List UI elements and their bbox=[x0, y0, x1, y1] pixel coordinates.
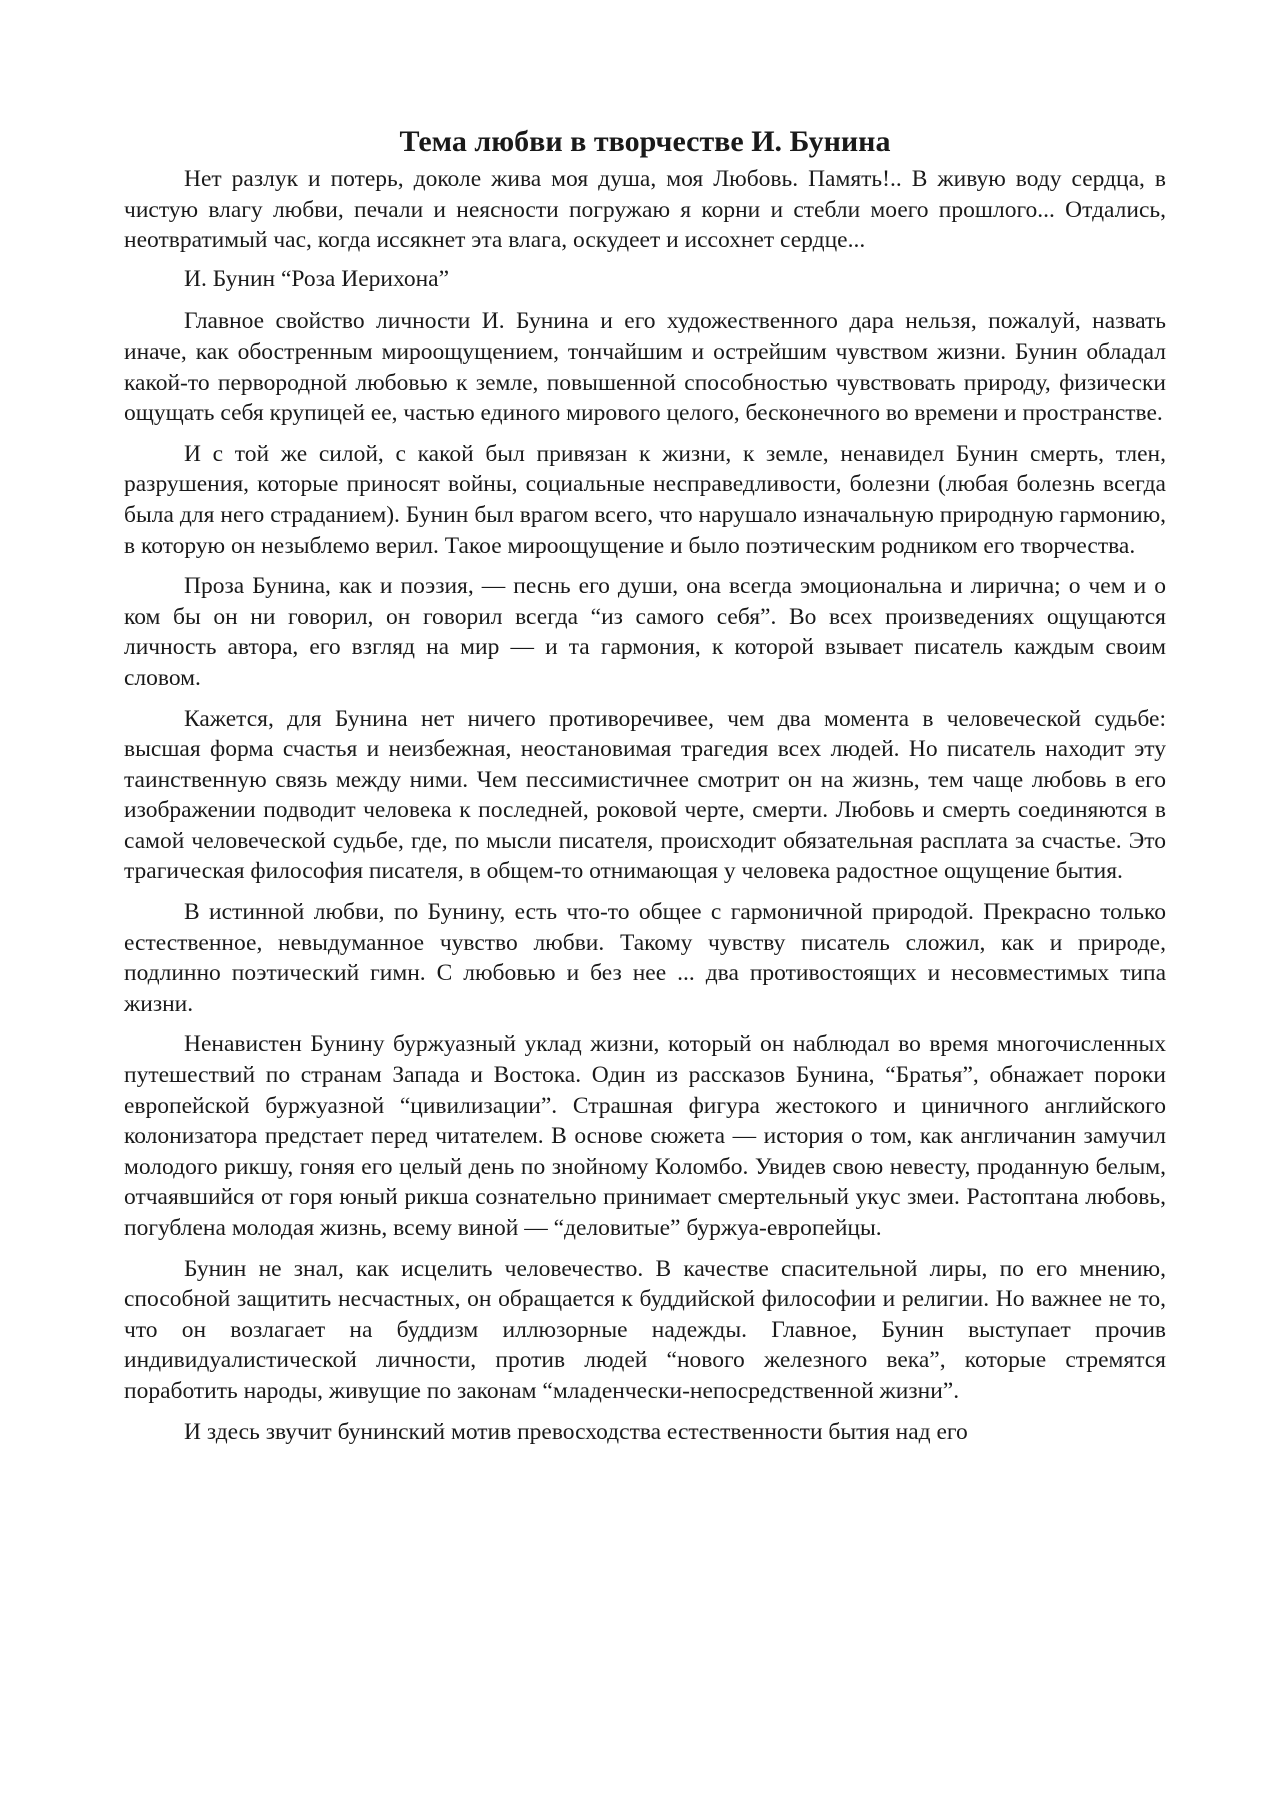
epigraph-source: И. Бунин “Роза Иерихона” bbox=[184, 265, 450, 292]
paragraph: И с той же силой, с какой был привязан к жизни, к земле, ненавидел Бунин смерть, тлен, разрушения, которые приносят войны, социальные несправедливости, болезни (любая болезнь всегда была для него страданием). Бунин был врагом всего, что нарушало изначальную природную гармонию, в которую он незыблемо верил. Такое мироощущение и было поэтическим родником его творчества. bbox=[124, 440, 1166, 559]
document-title: Тема любви в творчестве И. Бунина bbox=[399, 125, 891, 158]
paragraph: И здесь звучит бунинский мотив превосходства естественности бытия над его bbox=[184, 1418, 968, 1445]
paragraph: Бунин не знал, как исцелить человечество. В качестве спасительной лиры, по его мнению, способной защитить несчастных, он обращается к буддийской философии и религии. Но важнее не то, что он возлагает на буддизм иллюзорные надежды. Главное, Бунин выступает прочив индивидуалистической личности, против людей “нового железного века”, которые стремятся поработить народы, живущие по законам “младенчески-непосредственной жизни”. bbox=[124, 1255, 1166, 1404]
paragraph: Кажется, для Бунина нет ничего противоречивее, чем два момента в человеческой судьбе: высшая форма счастья и неизбежная, неостановимая трагедия всех людей. Но писатель находит эту таинственную связь между ними. Чем пессимистичнее смотрит он на жизнь, тем чаще любовь в его изображении подводит человека к последней, роковой черте, смерти. Любовь и смерть соединяются в самой человеческой судьбе, где, по мысли писателя, происходит обязательная расплата за счастье. Это трагическая философия писателя, в общем-то отнимающая у человека радостное ощущение бытия. bbox=[124, 705, 1166, 885]
document-page bbox=[124, 124, 1166, 1447]
paragraph: Главное свойство личности И. Бунина и его художественного дара нельзя, пожалуй, назвать иначе, как обостренным мироощущением, тончайшим и острейшим чувством жизни. Бунин обладал какой-то первородной любовью к земле, повышенной способностью чувствовать природу, физически ощущать себя крупицей ее, частью единого мирового целого, бесконечного во времени и пространстве. bbox=[124, 308, 1166, 427]
epigraph: Нет разлук и потерь, доколе жива моя душа, моя Любовь. Память!.. В живую воду сердца, в чистую влагу любви, печали и неясности погружаю я корни и стебли моего прошлого... Отдались, неотвратимый час, когда иссякнет эта влага, оскудеет и иссохнет сердце... bbox=[124, 166, 1166, 254]
paragraph: Ненавистен Бунину буржуазный уклад жизни, который он наблюдал во время многочисленных путешествий по странам Запада и Востока. Один из рассказов Бунина, “Братья”, обнажает пороки европейской буржуазной “цивилизации”. Страшная фигура жестокого и циничного английского колонизатора предстает перед читателем. В основе сюжета — история о том, как англичанин замучил молодого рикшу, гоняя его целый день по знойному Коломбо. Увидев свою невесту, проданную белым, отчаявшийся от горя юный рикша сознательно принимает смертельный укус змеи. Растоптана любовь, погублена молодая жизнь, всему виной — “деловитые” буржуа-европейцы. bbox=[124, 1031, 1166, 1241]
paragraph: Проза Бунина, как и поэзия, — песнь его души, она всегда эмоциональна и лирична; о чем и о ком бы он ни говорил, он говорил всегда “из самого себя”. Во всех произведениях ощущаются личность автора, его взгляд на мир — и та гармония, к которой взывает писатель каждым своим словом. bbox=[124, 573, 1166, 691]
paragraph: В истинной любви, по Бунину, есть что-то общее с гармоничной природой. Прекрасно только естественное, невыдуманное чувство любви. Такому чувству писатель сложил, как и природе, подлинно поэтический гимн. С любовью и без нее ... два противостоящих и несовместимых типа жизни. bbox=[124, 899, 1166, 1017]
